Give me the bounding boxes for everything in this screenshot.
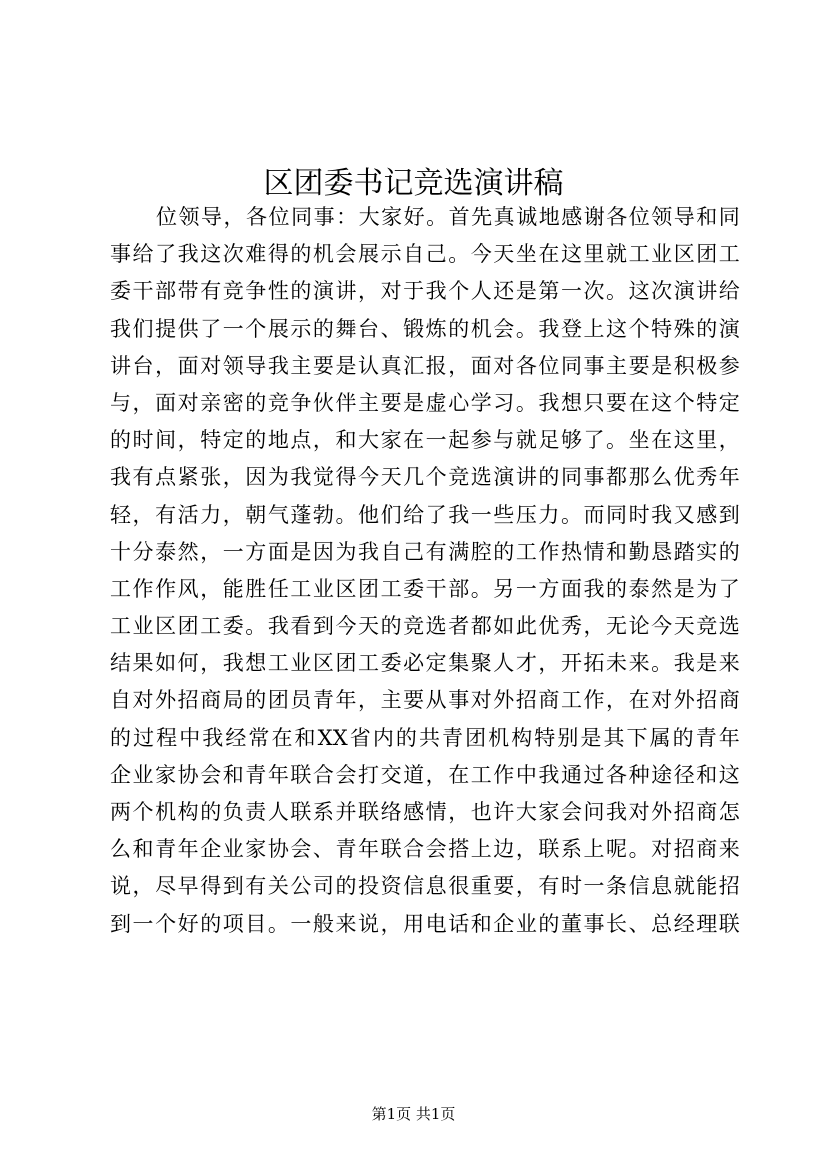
body-line: 的时间，特定的地点，和大家在一起参与就足够了。坐在这里， — [110, 428, 740, 453]
body-line: 轻，有活力，朝气蓬勃。他们给了我一些压力。而同时我又感到 — [110, 502, 740, 527]
body-line: 十分泰然，一方面是因为我自己有满腔的工作热情和勤恳踏实的 — [110, 539, 740, 564]
body-line: 事给了我这次难得的机会展示自己。今天坐在这里就工业区团工 — [110, 242, 740, 267]
body-line: 自对外招商局的团员青年，主要从事对外招商工作，在对外招商 — [110, 688, 740, 713]
page-number-footer: 第1页 共1页 — [371, 1105, 456, 1123]
body-line: 结果如何，我想工业区团工委必定集聚人才，开拓未来。我是来 — [110, 651, 740, 676]
body-line: 位领导，各位同事：大家好。首先真诚地感谢各位领导和同 — [156, 205, 740, 229]
body-line: 工业区团工委。我看到今天的竞选者都如此优秀，无论今天竞选 — [110, 614, 740, 639]
body-line: 工作作风，能胜任工业区团工委干部。另一方面我的泰然是为了 — [110, 576, 740, 601]
document-title: 区团委书记竞选演讲稿 — [263, 166, 564, 202]
body-line: 我有点紧张，因为我觉得今天几个竞选演讲的同事都那么优秀年 — [110, 465, 740, 490]
body-line: 我们提供了一个展示的舞台、锻炼的机会。我登上这个特殊的演 — [110, 316, 740, 341]
body-line: 的过程中我经常在和XX省内的共青团机构特别是其下属的青年 — [110, 725, 740, 750]
document-body — [110, 199, 740, 943]
body-line: 到一个好的项目。一般来说，用电话和企业的董事长、总经理联 — [110, 911, 740, 936]
body-line: 企业家协会和青年联合会打交道，在工作中我通过各种途径和这 — [110, 762, 740, 787]
body-line: 与，面对亲密的竞争伙伴主要是虚心学习。我想只要在这个特定 — [110, 390, 740, 415]
body-line: 两个机构的负责人联系并联络感情，也许大家会问我对外招商怎 — [110, 800, 740, 824]
body-line: 委干部带有竞争性的演讲，对于我个人还是第一次。这次演讲给 — [110, 279, 740, 304]
body-line: 讲台，面对领导我主要是认真汇报，面对各位同事主要是积极参 — [110, 353, 740, 378]
body-line: 么和青年企业家协会、青年联合会搭上边，联系上呢。对招商来 — [110, 837, 740, 862]
body-line: 说，尽早得到有关公司的投资信息很重要，有时一条信息就能招 — [110, 874, 740, 899]
